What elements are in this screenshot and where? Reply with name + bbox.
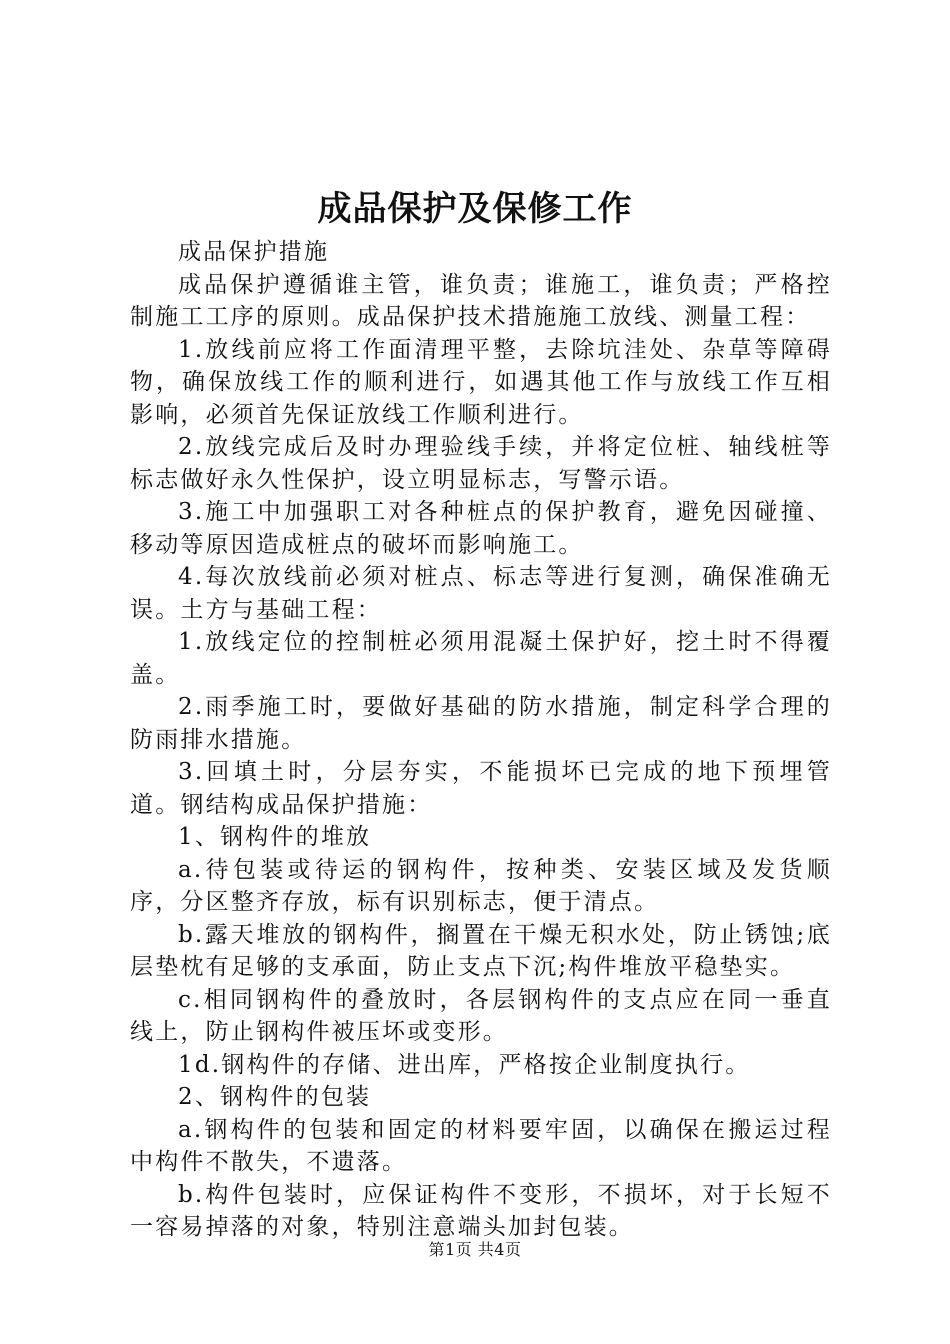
paragraph: a.待包装或待运的钢构件，按种类、安装区域及发货顺序，分区整齐存放，标有识别标志，便于清点。 — [130, 856, 832, 915]
page-footer: 第1页 共4页 — [428, 1240, 522, 1259]
paragraph: b.露天堆放的钢构件，搁置在干燥无积水处，防止锈蚀;底层垫枕有足够的支承面，防止支点下沉;构件堆放平稳垫实。 — [130, 921, 832, 980]
paragraph: b.构件包装时，应保证构件不变形，不损坏，对于长短不一容易掉落的对象，特别注意端头加封包装。 — [130, 1181, 832, 1240]
paragraph: 1d.钢构件的存储、进出库，严格按企业制度执行。 — [178, 1051, 751, 1078]
paragraph: 1、钢构件的堆放 — [178, 824, 372, 850]
paragraph: 2、钢构件的包装 — [178, 1084, 372, 1110]
paragraph: 1.放线定位的控制桩必须用混凝土保护好，挖土时不得覆盖。 — [130, 629, 832, 688]
paragraph: a.钢构件的包装和固定的材料要牢固，以确保在搬运过程中构件不散失，不遗落。 — [130, 1116, 832, 1175]
paragraph: 2.放线完成后及时办理验线手续，并将定位桩、轴线桩等标志做好永久性保护，设立明显标志，写警示语。 — [130, 434, 832, 493]
paragraph: 成品保护遵循谁主管，谁负责；谁施工，谁负责；严格控制施工工序的原则。成品保护技术措施施工放线、测量工程： — [130, 271, 832, 330]
paragraph: 3.施工中加强职工对各种桩点的保护教育，避免因碰撞、移动等原因造成桩点的破坏而影响施工。 — [130, 499, 832, 558]
paragraph: 3.回填土时，分层夯实，不能损坏已完成的地下预埋管道。钢结构成品保护措施： — [130, 759, 832, 818]
paragraph: 4.每次放线前必须对桩点、标志等进行复测，确保准确无误。土方与基础工程： — [130, 564, 832, 623]
paragraph: 1.放线前应将工作面清理平整，去除坑洼处、杂草等障碍物，确保放线工作的顺利进行，如遇其他工作与放线工作互相影响，必须首先保证放线工作顺利进行。 — [130, 336, 832, 428]
paragraph: 2.雨季施工时，要做好基础的防水措施，制定科学合理的防雨排水措施。 — [130, 694, 832, 753]
paragraph: 成品保护措施 — [178, 239, 330, 265]
document-title: 成品保护及保修工作 — [317, 189, 633, 229]
document-body — [130, 236, 832, 1244]
paragraph: c.相同钢构件的叠放时，各层钢构件的支点应在同一垂直线上，防止钢构件被压坏或变形。 — [130, 986, 832, 1045]
